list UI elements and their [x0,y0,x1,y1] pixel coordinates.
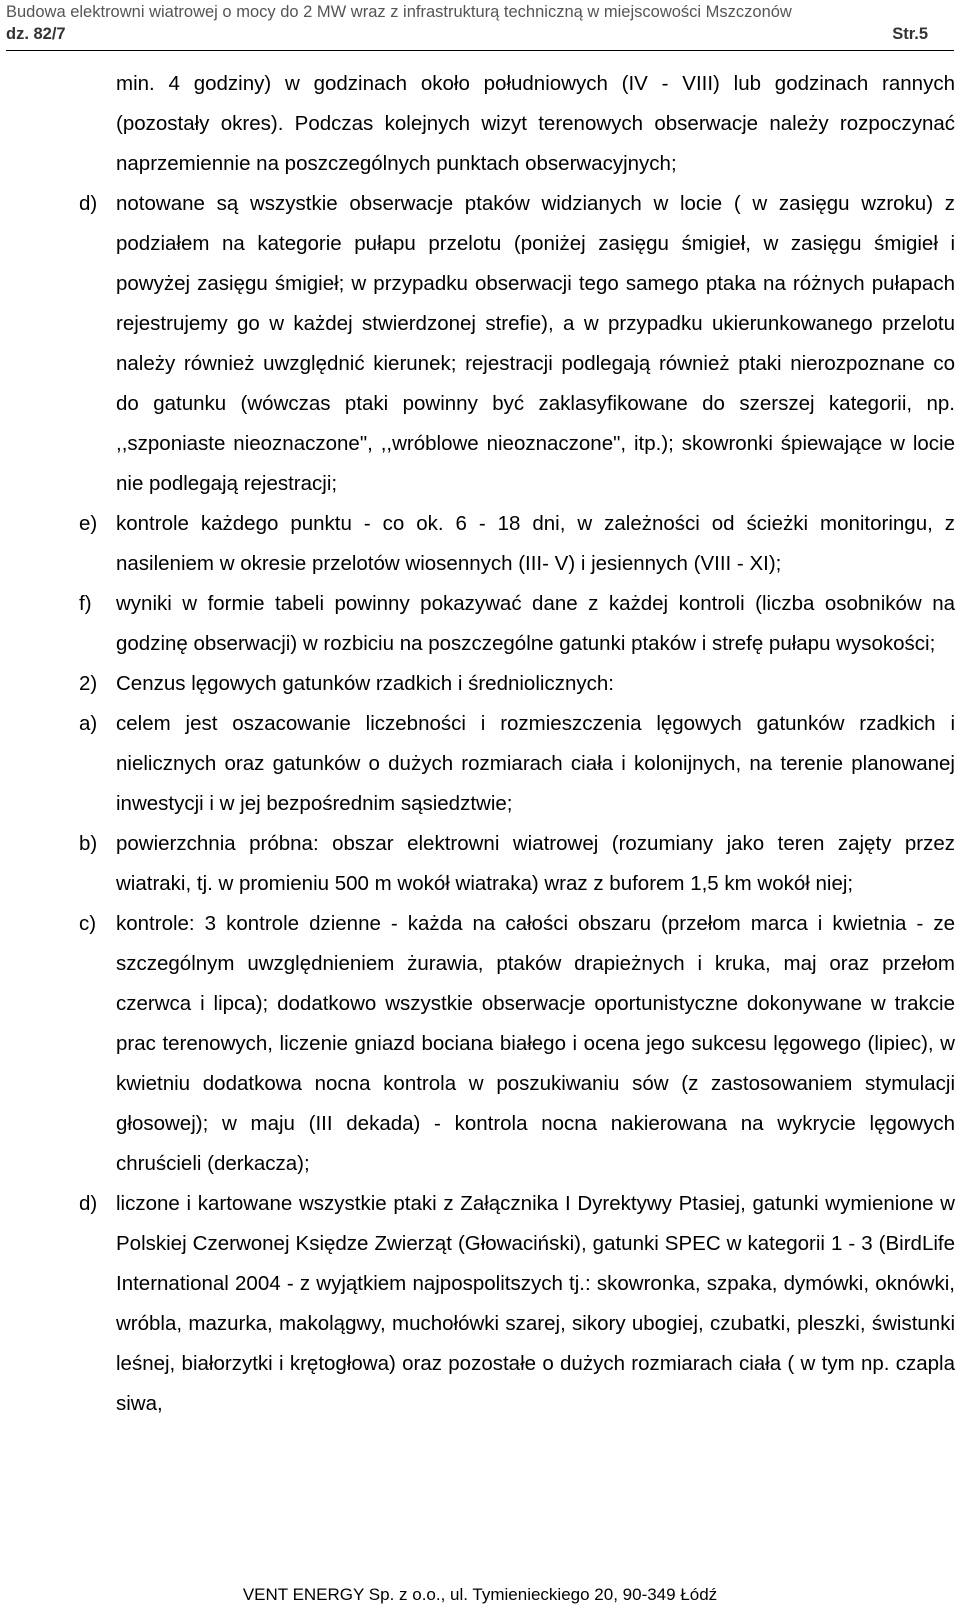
page-number: Str.5 [892,25,928,43]
list-marker: a) [79,712,98,735]
page-header [6,0,954,51]
plot-reference: dz. 82/7 [6,25,66,43]
paragraph-text: kontrole każdego punktu - co ok. 6 - 18 dni, w zależności od ścieżki monitoringu, z nasileniem w okresie przelotów wiosennych (III- V) i jesiennych (VIII - XI); [116,512,955,575]
paragraph-text: wyniki w formie tabeli powinny pokazywać dane z każdej kontroli (liczba osobników na godzinę obserwacji) w rozbiciu na poszczególne gatunki ptaków i strefę pułapu wysokości; [116,592,955,655]
list-item-d [79,184,955,504]
list-marker: c) [79,912,97,935]
list-item-e [79,504,955,584]
paragraph-text: liczone i kartowane wszystkie ptaki z Załącznika I Dyrektywy Ptasiej, gatunki wymienione w Polskiej Czerwonej Księdze Zwierząt (Głowaciński), gatunki SPEC w kategorii 1 - 3 (BirdLife International 2004 - z wyjątkiem najpospolitszych tj.: skowronka, szpaka, dymówki, oknówki, wróbla, mazurka, makolągwy, muchołówki szarej, sikory ubogiej, czubatki, pleszki, świstunki leśnej, białorzytki i krętogłowa) oraz pozostałe o dużych rozmiarach ciała ( w tym np. czapla siwa, [116,1192,955,1415]
list-marker: d) [79,1192,98,1215]
list-marker: 2) [79,672,98,695]
paragraph-text: kontrole: 3 kontrole dzienne - każda na całości obszaru (przełom marca i kwietnia - ze szczególnym uwzględnieniem żurawia, ptaków drapieżnych i kruka, maj oraz przełom czerwca i lipca); dodatkowo wszystkie obserwacje oportunistyczne dokonywane w trakcie prac terenowych, liczenie gniazd bociana białego i ocena jego sukcesu lęgowego (lipiec), w kwietniu dodatkowa nocna kontrola w poszukiwaniu sów (z zastosowaniem stymulacji głosowej); w maju (III dekada) - kontrola nocna nakierowana na wykrycie lęgowych chruścieli (derkacza); [116,912,955,1175]
section-heading-text: Cenzus lęgowych gatunków rzadkich i średniolicznych: [116,672,614,695]
paragraph-text: powierzchnia próbna: obszar elektrowni wiatrowej (rozumiany jako teren zajęty przez wiatraki, tj. w promieniu 500 m wokół wiatraka) wraz z buforem 1,5 km wokół niej; [116,832,955,895]
company-address: VENT ENERGY Sp. z o.o., ul. Tymienieckiego 20, 90-349 Łódź [242,1585,718,1604]
paragraph-text: min. 4 godziny) w godzinach około południowych (IV - VIII) lub godzinach rannych (pozostały okres). Podczas kolejnych wizyt terenowych obserwacje należy rozpoczynać naprzemiennie na poszczególnych punktach obserwacyjnych; [116,72,955,175]
page-footer [0,1584,960,1606]
section-heading-2 [79,664,955,704]
list-marker: d) [79,192,98,215]
list-marker: e) [79,512,98,535]
list-item-a [79,704,955,824]
document-title: Budowa elektrowni wiatrowej o mocy do 2 MW wraz z infrastrukturą techniczną w miejscowości Mszczonów [6,3,792,21]
list-marker: b) [79,832,98,855]
paragraph-text: celem jest oszacowanie liczebności i rozmieszczenia lęgowych gatunków rzadkich i nielicznych oraz gatunków o dużych rozmiarach ciała i kolonijnych, na terenie planowanej inwestycji i w jej bezpośrednim sąsiedztwie; [116,712,955,815]
paragraph-text: notowane są wszystkie obserwacje ptaków widzianych w locie ( w zasięgu wzroku) z podziałem na kategorie pułapu przelotu (poniżej zasięgu śmigieł, w zasięgu śmigieł i powyżej zasięgu śmigieł; w przypadku obserwacji tego samego ptaka na różnych pułapach rejestrujemy go w każdej stwierdzonej strefie), a w przypadku ukierunkowanego przelotu należy również uwzględnić kierunek; rejestracji podlegają również ptaki nierozpoznane co do gatunku (wówczas ptaki powinny być zaklasyfikowane do szerszej kategorii, np. ,,szponiaste nieoznaczone", ,,wróblowe nieoznaczone", itp.); skowronki śpiewające w locie nie podlegają rejestracji; [116,192,955,495]
list-item-f [79,584,955,664]
list-item-c [79,904,955,1184]
list-item-b [79,824,955,904]
list-marker: f) [79,592,92,615]
paragraph-continuation [79,64,955,184]
list-item-d-2 [79,1184,955,1424]
document-body [79,64,955,1424]
